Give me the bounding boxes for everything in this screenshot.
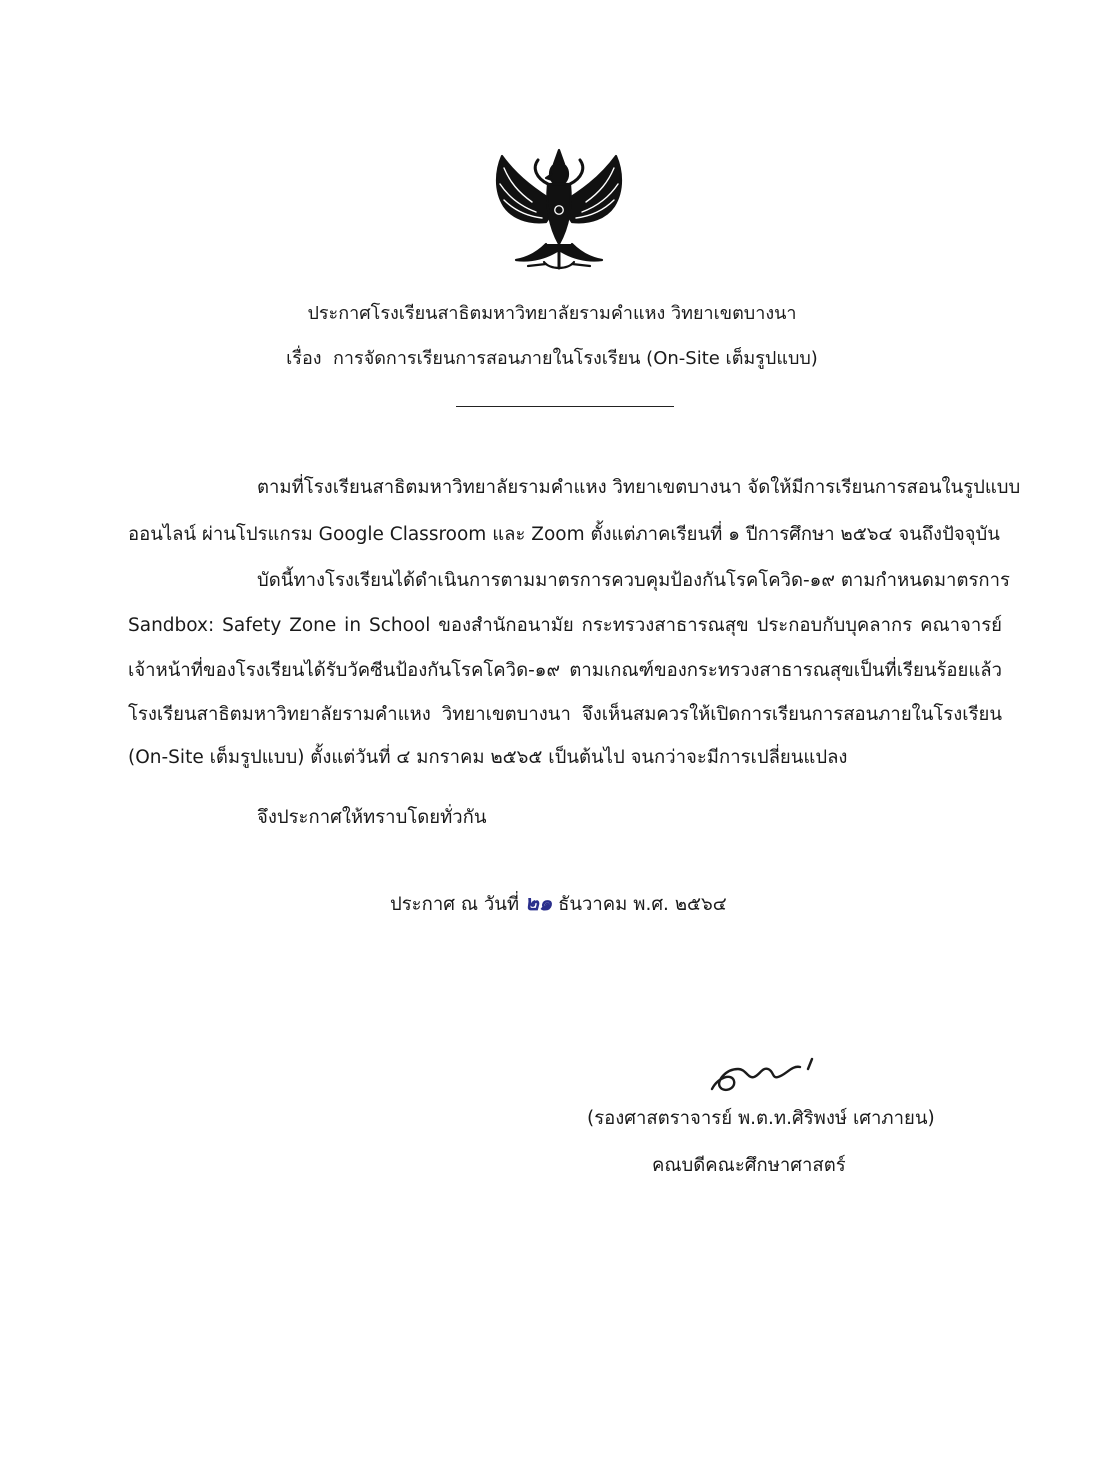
signer-title: คณบดีคณะศึกษาศาสตร์ — [652, 1155, 846, 1176]
subject-text: การจัดการเรียนการสอนภายในโรงเรียน (On-Site เต็มรูปแบบ) — [333, 348, 818, 369]
para1-line2: ออนไลน์ ผ่านโปรแกรม Google Classroom และ Zoom ตั้งแต่ภาคเรียนที่ ๑ ปีการศึกษา ๒๕๖๔ จนถึงปัจจุบัน — [128, 524, 1000, 545]
date-day: ๒๑ — [525, 891, 553, 915]
signer-name: (รองศาสตราจารย์ พ.ต.ท.ศิริพงษ์ เศาภายน) — [587, 1108, 935, 1129]
subject-label: เรื่อง — [286, 348, 322, 369]
date-prefix: ประกาศ ณ วันที่ — [390, 894, 520, 915]
para2-line2: Sandbox: Safety Zone in School ของสำนักอนามัย กระทรวงสาธารณสุข ประกอบกับบุคลากร คณาจารย์ — [128, 615, 1002, 636]
date-line — [390, 887, 727, 920]
closing-line: จึงประกาศให้ทราบโดยทั่วกัน — [257, 807, 487, 828]
para1-line1: ตามที่โรงเรียนสาธิตมหาวิทยาลัยรามคำแหง วิทยาเขตบางนา จัดให้มีการเรียนการสอนในรูปแบบ — [257, 477, 1021, 498]
date-month-year: ธันวาคม พ.ศ. ๒๕๖๔ — [558, 894, 727, 915]
para2-line4: โรงเรียนสาธิตมหาวิทยาลัยรามคำแหง วิทยาเขตบางนา จึงเห็นสมควรให้เปิดการเรียนการสอนภายในโรงเรียน — [128, 704, 1002, 725]
handwritten-signature — [708, 1055, 828, 1097]
para2-line3: เจ้าหน้าที่ของโรงเรียนได้รับวัคซีนป้องกันโรคโควิด-๑๙ ตามเกณฑ์ของกระทรวงสาธารณสุขเป็นที่เรียนร้อยแล้ว — [128, 660, 1002, 681]
announcement-title: ประกาศโรงเรียนสาธิตมหาวิทยาลัยรามคำแหง วิทยาเขตบางนา — [307, 303, 797, 324]
para2-line5: (On-Site เต็มรูปแบบ) ตั้งแต่วันที่ ๔ มกราคม ๒๕๖๕ เป็นต้นไป จนกว่าจะมีการเปลี่ยนแปลง — [128, 747, 848, 768]
para2-line1: บัดนี้ทางโรงเรียนได้ดำเนินการตามมาตรการควบคุมป้องกันโรคโควิด-๑๙ ตามกำหนดมาตรการ — [257, 570, 1010, 591]
title-divider — [456, 406, 674, 407]
subject-line — [0, 343, 1104, 372]
garuda-emblem-icon — [488, 148, 630, 276]
